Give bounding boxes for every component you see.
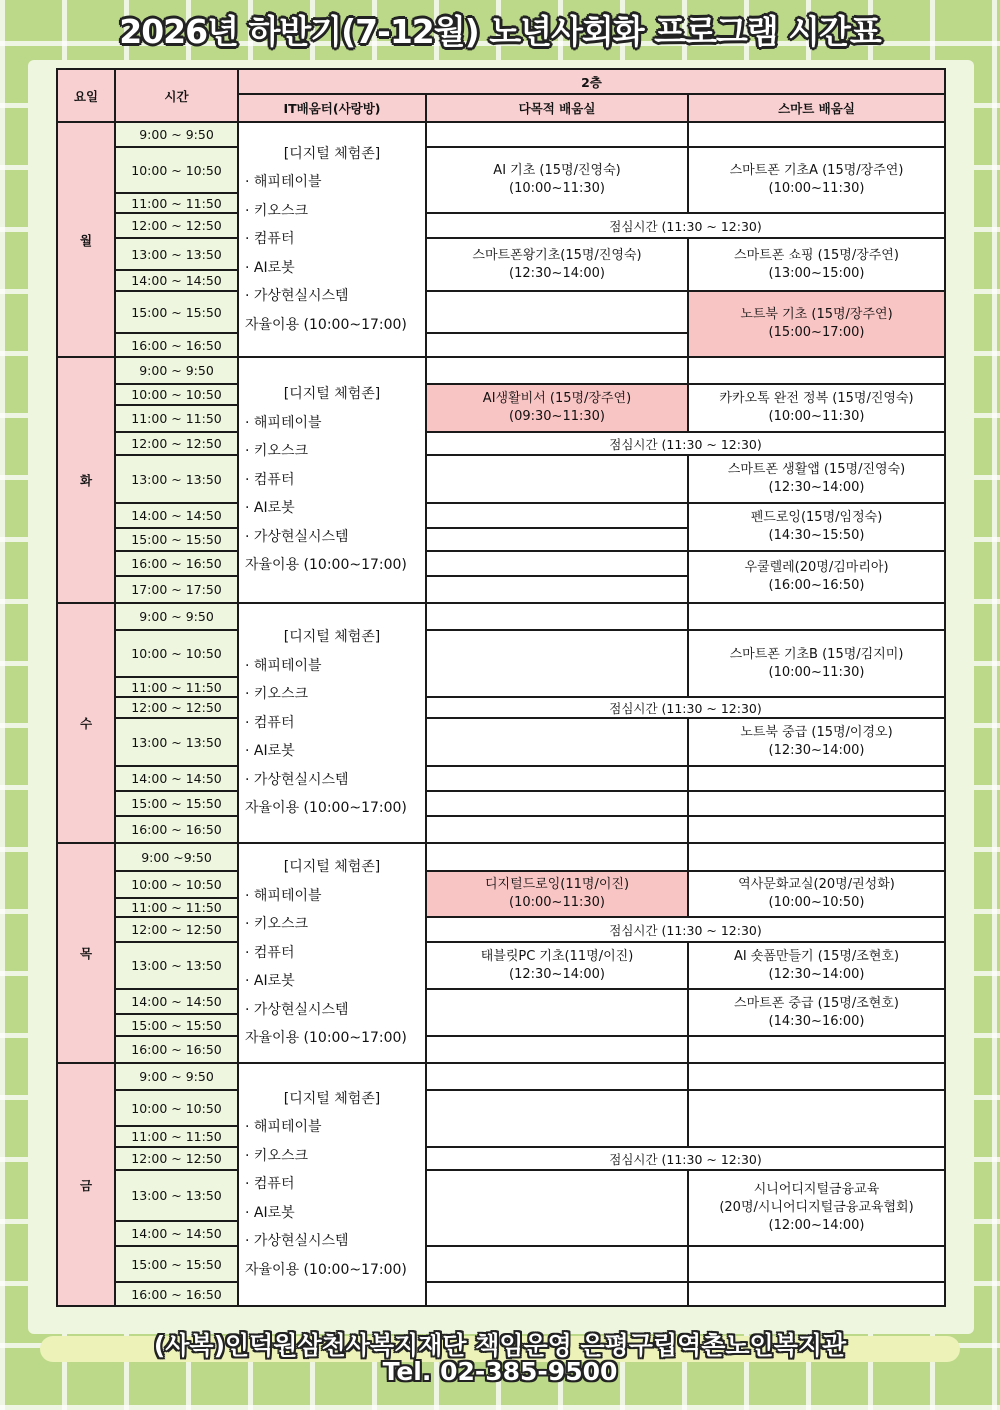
class-time: (10:00~11:30): [509, 181, 605, 196]
empty-cell: [688, 843, 945, 871]
class-cell: [688, 989, 945, 1036]
it-zone-item: · AI로봇: [245, 259, 295, 276]
class-name: 우쿨렐레(20명/김마리아): [744, 560, 889, 575]
it-zone-item: · 가상현실시스템: [245, 528, 349, 545]
class-time: (13:00~15:00): [768, 265, 865, 281]
it-zone-title: [디지털 체험존]: [283, 1090, 381, 1107]
it-zone-mon: [238, 122, 426, 357]
time-slot: 10:00 ~ 10:50: [115, 1090, 238, 1126]
it-zone-thu: [238, 843, 426, 1063]
class-name: 스마트폰 중급 (15명/조현호): [734, 995, 899, 1011]
day-tue: 화: [57, 357, 115, 603]
time-slot: 15:00 ~ 15:50: [115, 1246, 238, 1282]
it-zone-free: 자율이용 (10:00~17:00): [245, 557, 407, 574]
it-zone-item: · 키오스크: [245, 1147, 308, 1164]
class-cell: [688, 942, 945, 989]
it-zone-title: [디지털 체험존]: [283, 386, 381, 403]
class-name: 스마트폰 생활앱 (15명/진영숙): [727, 462, 906, 477]
it-zone-item: · 키오스크: [245, 686, 308, 703]
lunch-cell: 점심시간 (11:30 ~ 12:30): [426, 697, 945, 718]
time-slot: 10:00 ~ 10:50: [115, 871, 238, 898]
time-slot: 9:00 ~ 9:50: [115, 603, 238, 630]
time-slot: 11:00 ~ 11:50: [115, 677, 238, 697]
class-name: AI생활비서 (15명/장주연): [482, 391, 632, 406]
header-floor: 2층: [238, 69, 945, 94]
footer-telephone: Tel. 02-385-9500: [382, 1357, 618, 1386]
it-zone-item: · 가상현실시스템: [245, 1233, 349, 1250]
time-slot: 16:00 ~ 16:50: [115, 816, 238, 843]
it-zone-item: · AI로봇: [245, 973, 295, 990]
it-zone-title: [디지털 체험존]: [283, 629, 381, 646]
timetable: [56, 68, 946, 1307]
it-zone-item: · 키오스크: [245, 916, 308, 933]
class-cell-highlight: [688, 291, 945, 357]
time-slot: 10:00 ~ 10:50: [115, 630, 238, 677]
time-slot: 10:00 ~ 10:50: [115, 384, 238, 405]
class-cell-highlight: [426, 871, 688, 917]
class-name: 펜드로잉(15명/임정숙): [750, 510, 883, 525]
empty-cell: [688, 603, 945, 630]
time-slot: 10:00 ~ 10:50: [115, 147, 238, 193]
class-cell: [688, 551, 945, 603]
class-cell: [426, 238, 688, 291]
lunch-cell: 점심시간 (11:30 ~ 12:30): [426, 917, 945, 942]
class-time: (14:30~15:50): [768, 528, 865, 543]
time-slot: 15:00 ~ 15:50: [115, 291, 238, 333]
it-zone-item: · 컴퓨터: [245, 471, 295, 488]
empty-cell: [688, 1090, 945, 1147]
lunch-cell: 점심시간 (11:30 ~ 12:30): [426, 432, 945, 455]
time-slot: 9:00 ~9:50: [115, 843, 238, 871]
class-cell: [426, 942, 688, 989]
time-slot: 9:00 ~ 9:50: [115, 122, 238, 147]
class-name: 역사문화교실(20명/권성화): [738, 877, 895, 892]
empty-cell: [426, 1282, 688, 1306]
class-time: (12:00~14:00): [768, 1218, 865, 1233]
empty-cell: [426, 1063, 688, 1090]
time-slot: 16:00 ~ 16:50: [115, 333, 238, 357]
page-title: 2026년 하반기(7-12월) 노년사회화 프로그램 시간표: [119, 12, 881, 51]
class-cell: [688, 503, 945, 551]
empty-cell: [426, 843, 688, 871]
empty-cell: [426, 766, 688, 791]
footer-organization: (사복)인덕원삼천사복지재단 책임운영 은평구립역촌노인복지관: [153, 1331, 847, 1360]
empty-cell: [426, 528, 688, 551]
empty-cell: [426, 333, 688, 357]
empty-cell: [688, 357, 945, 384]
class-time: (14:30~16:00): [768, 1013, 865, 1029]
time-slot: 14:00 ~ 14:50: [115, 270, 238, 291]
time-slot: 13:00 ~ 13:50: [115, 942, 238, 989]
class-name: AI 기초 (15명/진영숙): [493, 163, 621, 178]
empty-cell: [688, 122, 945, 147]
class-time: (10:00~11:30): [768, 409, 865, 424]
it-zone-wed: [238, 603, 426, 843]
time-slot: 14:00 ~ 14:50: [115, 766, 238, 791]
time-slot: 15:00 ~ 15:50: [115, 528, 238, 551]
it-zone-item: · 해피테이블: [245, 657, 322, 674]
class-time: (12:30~14:00): [768, 480, 865, 495]
time-slot: 12:00 ~ 12:50: [115, 432, 238, 455]
it-zone-free: 자율이용 (10:00~17:00): [245, 800, 407, 817]
class-organizer: (20명/시니어디지털금융교육협회): [719, 1200, 914, 1215]
header-time: 시간: [115, 69, 238, 122]
lunch-cell: 점심시간 (11:30 ~ 12:30): [426, 213, 945, 238]
class-cell: [688, 384, 945, 432]
it-zone-item: · 가상현실시스템: [245, 771, 349, 788]
empty-cell: [426, 1246, 688, 1282]
empty-cell: [426, 357, 688, 384]
time-slot: 13:00 ~ 13:50: [115, 238, 238, 270]
it-zone-title: [디지털 체험존]: [283, 859, 381, 876]
empty-cell: [426, 603, 688, 630]
class-cell: [688, 630, 945, 697]
time-slot: 16:00 ~ 16:50: [115, 551, 238, 576]
empty-cell: [688, 1282, 945, 1306]
it-zone-free: 자율이용 (10:00~17:00): [245, 1030, 407, 1047]
time-slot: 13:00 ~ 13:50: [115, 1170, 238, 1221]
empty-cell: [688, 791, 945, 816]
class-time: (15:00~17:00): [768, 325, 865, 340]
empty-cell: [426, 576, 688, 603]
time-slot: 15:00 ~ 15:50: [115, 1014, 238, 1036]
class-cell-highlight: [426, 384, 688, 432]
empty-cell: [426, 1090, 688, 1147]
header-room-multi: 다목적 배움실: [426, 94, 688, 122]
it-zone-item: · 해피테이블: [245, 414, 322, 431]
time-slot: 11:00 ~ 11:50: [115, 898, 238, 917]
it-zone-item: · AI로봇: [245, 1204, 295, 1221]
time-slot: 9:00 ~ 9:50: [115, 357, 238, 384]
class-cell: [688, 147, 945, 213]
class-name: 태블릿PC 기초(11명/이진): [480, 948, 634, 964]
it-zone-item: · 해피테이블: [245, 887, 322, 904]
it-zone-free: 자율이용 (10:00~17:00): [245, 316, 407, 333]
empty-cell: [688, 1036, 945, 1063]
empty-cell: [426, 630, 688, 697]
class-time: (10:00~11:30): [768, 181, 865, 196]
class-name: 스마트폰 기초B (15명/김지미): [729, 646, 904, 662]
class-time: (12:30~14:00): [768, 966, 865, 982]
time-slot: 17:00 ~ 17:50: [115, 576, 238, 603]
it-zone-item: · 컴퓨터: [245, 1176, 295, 1193]
it-zone-item: · 해피테이블: [245, 174, 322, 191]
class-cell: [688, 718, 945, 766]
empty-cell: [426, 291, 688, 333]
day-wed: 수: [57, 603, 115, 843]
time-slot: 11:00 ~ 11:50: [115, 193, 238, 213]
class-name: 디지털드로잉(11명/이진): [484, 877, 630, 892]
it-zone-item: · 가상현실시스템: [245, 1001, 349, 1018]
day-mon: 월: [57, 122, 115, 357]
empty-cell: [426, 718, 688, 766]
empty-cell: [426, 503, 688, 528]
class-name: 카카오톡 완전 정복 (15명/진영숙): [719, 391, 914, 406]
class-time: (10:00~10:50): [768, 895, 865, 910]
header-room-smart: 스마트 배움실: [688, 94, 945, 122]
class-name: 노트북 기초 (15명/장주연): [740, 307, 893, 322]
time-slot: 16:00 ~ 16:50: [115, 1282, 238, 1306]
empty-cell: [688, 1063, 945, 1090]
it-zone-item: · 키오스크: [245, 443, 308, 460]
empty-cell: [688, 816, 945, 843]
time-slot: 12:00 ~ 12:50: [115, 1147, 238, 1170]
it-zone-item: · 컴퓨터: [245, 231, 295, 248]
time-slot: 12:00 ~ 12:50: [115, 697, 238, 718]
class-time: (16:00~16:50): [768, 578, 865, 593]
header-room-it: IT배움터(사랑방): [238, 94, 426, 122]
time-slot: 12:00 ~ 12:50: [115, 213, 238, 238]
time-slot: 11:00 ~ 11:50: [115, 1126, 238, 1147]
it-zone-item: · AI로봇: [245, 743, 295, 760]
time-slot: 16:00 ~ 16:50: [115, 1036, 238, 1063]
it-zone-item: · AI로봇: [245, 500, 295, 517]
it-zone-tue: [238, 357, 426, 603]
it-zone-item: · 가상현실시스템: [245, 288, 349, 305]
it-zone-fri: [238, 1063, 426, 1306]
time-slot: 13:00 ~ 13:50: [115, 455, 238, 503]
it-zone-item: · 컴퓨터: [245, 714, 295, 731]
it-zone-item: · 키오스크: [245, 202, 308, 219]
class-cell: [426, 147, 688, 213]
empty-cell: [426, 122, 688, 147]
class-time: (09:30~11:30): [509, 409, 605, 424]
class-name: 스마트폰왕기초(15명/진영숙): [472, 247, 642, 263]
class-name: 시니어디지털금융교육: [753, 1182, 880, 1197]
empty-cell: [426, 791, 688, 816]
class-time: (12:30~14:00): [509, 265, 605, 281]
lunch-cell: 점심시간 (11:30 ~ 12:30): [426, 1147, 945, 1170]
class-cell: [688, 1170, 945, 1246]
empty-cell: [426, 455, 688, 503]
time-slot: 11:00 ~ 11:50: [115, 405, 238, 432]
empty-cell: [688, 766, 945, 791]
it-zone-title: [디지털 체험존]: [283, 145, 381, 162]
class-name: AI 숏폼만들기 (15명/조현호): [733, 948, 900, 964]
class-cell: [688, 455, 945, 503]
time-slot: 9:00 ~ 9:50: [115, 1063, 238, 1090]
class-name: 스마트폰 쇼핑 (15명/장주연): [734, 247, 899, 263]
time-slot: 14:00 ~ 14:50: [115, 503, 238, 528]
empty-cell: [426, 816, 688, 843]
time-slot: 13:00 ~ 13:50: [115, 718, 238, 766]
time-slot: 12:00 ~ 12:50: [115, 917, 238, 942]
empty-cell: [426, 989, 688, 1036]
class-time: (10:00~11:30): [509, 895, 605, 910]
time-slot: 14:00 ~ 14:50: [115, 989, 238, 1014]
class-time: (12:30~14:00): [509, 966, 605, 982]
header-day: 요일: [57, 69, 115, 122]
class-time: (10:00~11:30): [768, 664, 865, 680]
empty-cell: [426, 1170, 688, 1246]
empty-cell: [426, 1036, 688, 1063]
it-zone-free: 자율이용 (10:00~17:00): [245, 1261, 407, 1278]
class-time: (12:30~14:00): [768, 743, 865, 758]
class-cell: [688, 871, 945, 917]
day-thu: 목: [57, 843, 115, 1063]
class-cell: [688, 238, 945, 291]
it-zone-item: · 해피테이블: [245, 1119, 322, 1136]
time-slot: 14:00 ~ 14:50: [115, 1221, 238, 1246]
class-name: 스마트폰 기초A (15명/장주연): [729, 163, 904, 178]
empty-cell: [688, 1246, 945, 1282]
class-name: 노트북 중급 (15명/이경오): [740, 725, 893, 740]
empty-cell: [426, 551, 688, 576]
day-fri: 금: [57, 1063, 115, 1306]
it-zone-item: · 컴퓨터: [245, 944, 295, 961]
time-slot: 15:00 ~ 15:50: [115, 791, 238, 816]
